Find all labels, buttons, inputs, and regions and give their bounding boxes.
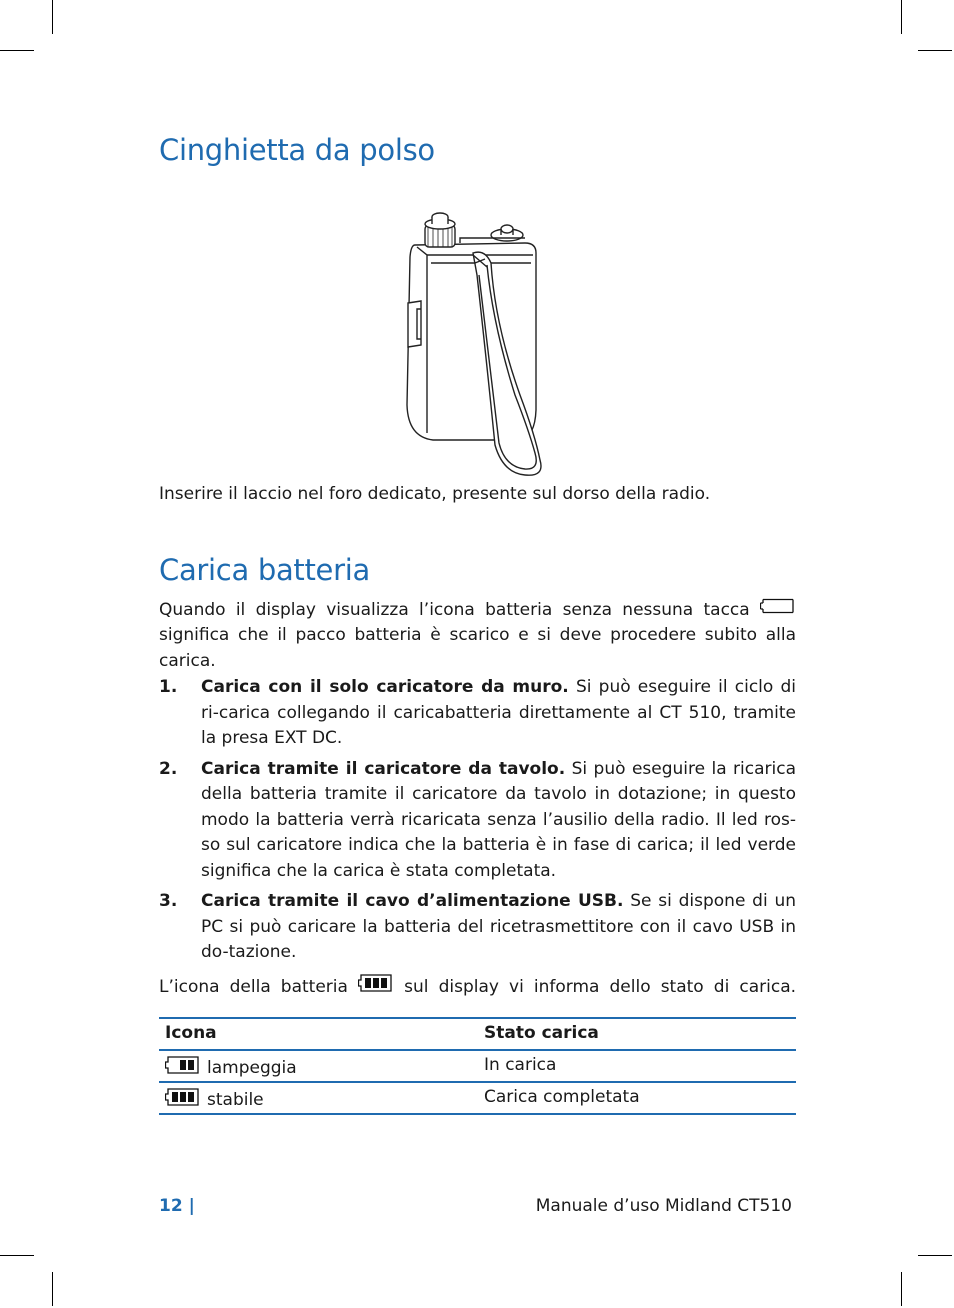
table-cell-state: In carica [484, 1055, 557, 1075]
table-row [159, 1051, 796, 1083]
list-item [159, 675, 796, 752]
table-cell-icon [165, 1055, 297, 1080]
crop-mark [901, 1272, 902, 1306]
step-number: 1. [159, 677, 178, 697]
step-title: Carica tramite il caricatore da tavolo. [201, 758, 566, 779]
intro-text-after-icon: significa che il pacco batteria è scarico e si deve procedere subito alla carica. [159, 625, 796, 671]
battery-status-table [159, 1017, 796, 1115]
battery-full-icon [358, 973, 394, 1001]
table-row [159, 1083, 796, 1115]
charging-methods-list [159, 675, 796, 971]
list-item [159, 889, 796, 966]
column-header-state: Stato carica [484, 1023, 599, 1043]
table-header-row [159, 1019, 796, 1051]
battery-two-bars-icon [165, 1055, 201, 1080]
section-title-wrist-strap: Cinghietta da polso [159, 133, 435, 167]
battery-intro-paragraph [159, 597, 796, 674]
step-title: Carica tramite il cavo d’alimentazione USB. [201, 891, 624, 911]
battery-status-sentence [159, 973, 796, 1001]
manual-title: Manuale d’uso Midland CT510 [535, 1196, 792, 1216]
table-cell-state: Carica completata [484, 1087, 640, 1107]
intro-text-before-icon: Quando il display visualizza l’icona batteria senza nessuna tacca [159, 599, 750, 620]
crop-mark [901, 0, 902, 34]
icon-label: lampeggia [207, 1057, 297, 1078]
crop-mark [0, 1255, 34, 1256]
crop-mark [918, 50, 952, 51]
step-text: Se si dispone di un PC si può caricare la batteria del ricetrasmettitore con il cavo USB in do-tazione. [201, 891, 797, 962]
crop-mark [918, 1255, 952, 1256]
list-item [159, 757, 796, 885]
step-title: Carica con il solo caricatore da muro. [201, 677, 569, 697]
step-text: Si può eseguire la ricarica della batteria tramite il caricatore da tavolo in dotazione; in questo modo la batteria verrà ricaricata senza l’ausilio della radio. Il led ros-so sul caricatore indica che la batteria è in fase di carica; il led verde significa che la carica è stata completata. [201, 758, 797, 881]
crop-mark [52, 1272, 53, 1306]
radio-with-wrist-strap-illustration [395, 205, 565, 480]
section-title-battery-charge: Carica batteria [159, 553, 370, 587]
page-number: 12 | [159, 1196, 195, 1216]
battery-empty-icon [760, 597, 796, 623]
crop-mark [0, 50, 34, 51]
crop-mark [52, 0, 53, 34]
column-header-icon: Icona [165, 1023, 217, 1043]
wrist-strap-caption: Inserire il laccio nel foro dedicato, presente sul dorso della radio. [159, 484, 711, 504]
step-number: 3. [159, 891, 178, 911]
step-text: Si può eseguire il ciclo di ri-carica collegando il caricabatteria direttamente al CT 510, tramite la presa EXT DC. [201, 677, 797, 748]
battery-full-icon [165, 1087, 201, 1112]
step-number: 2. [159, 758, 178, 779]
status-text-before-icon: L’icona della batteria [159, 977, 348, 997]
table-cell-icon [165, 1087, 264, 1112]
icon-label: stabile [207, 1089, 264, 1110]
status-text-after-icon: sul display vi informa dello stato di carica. [404, 977, 797, 997]
